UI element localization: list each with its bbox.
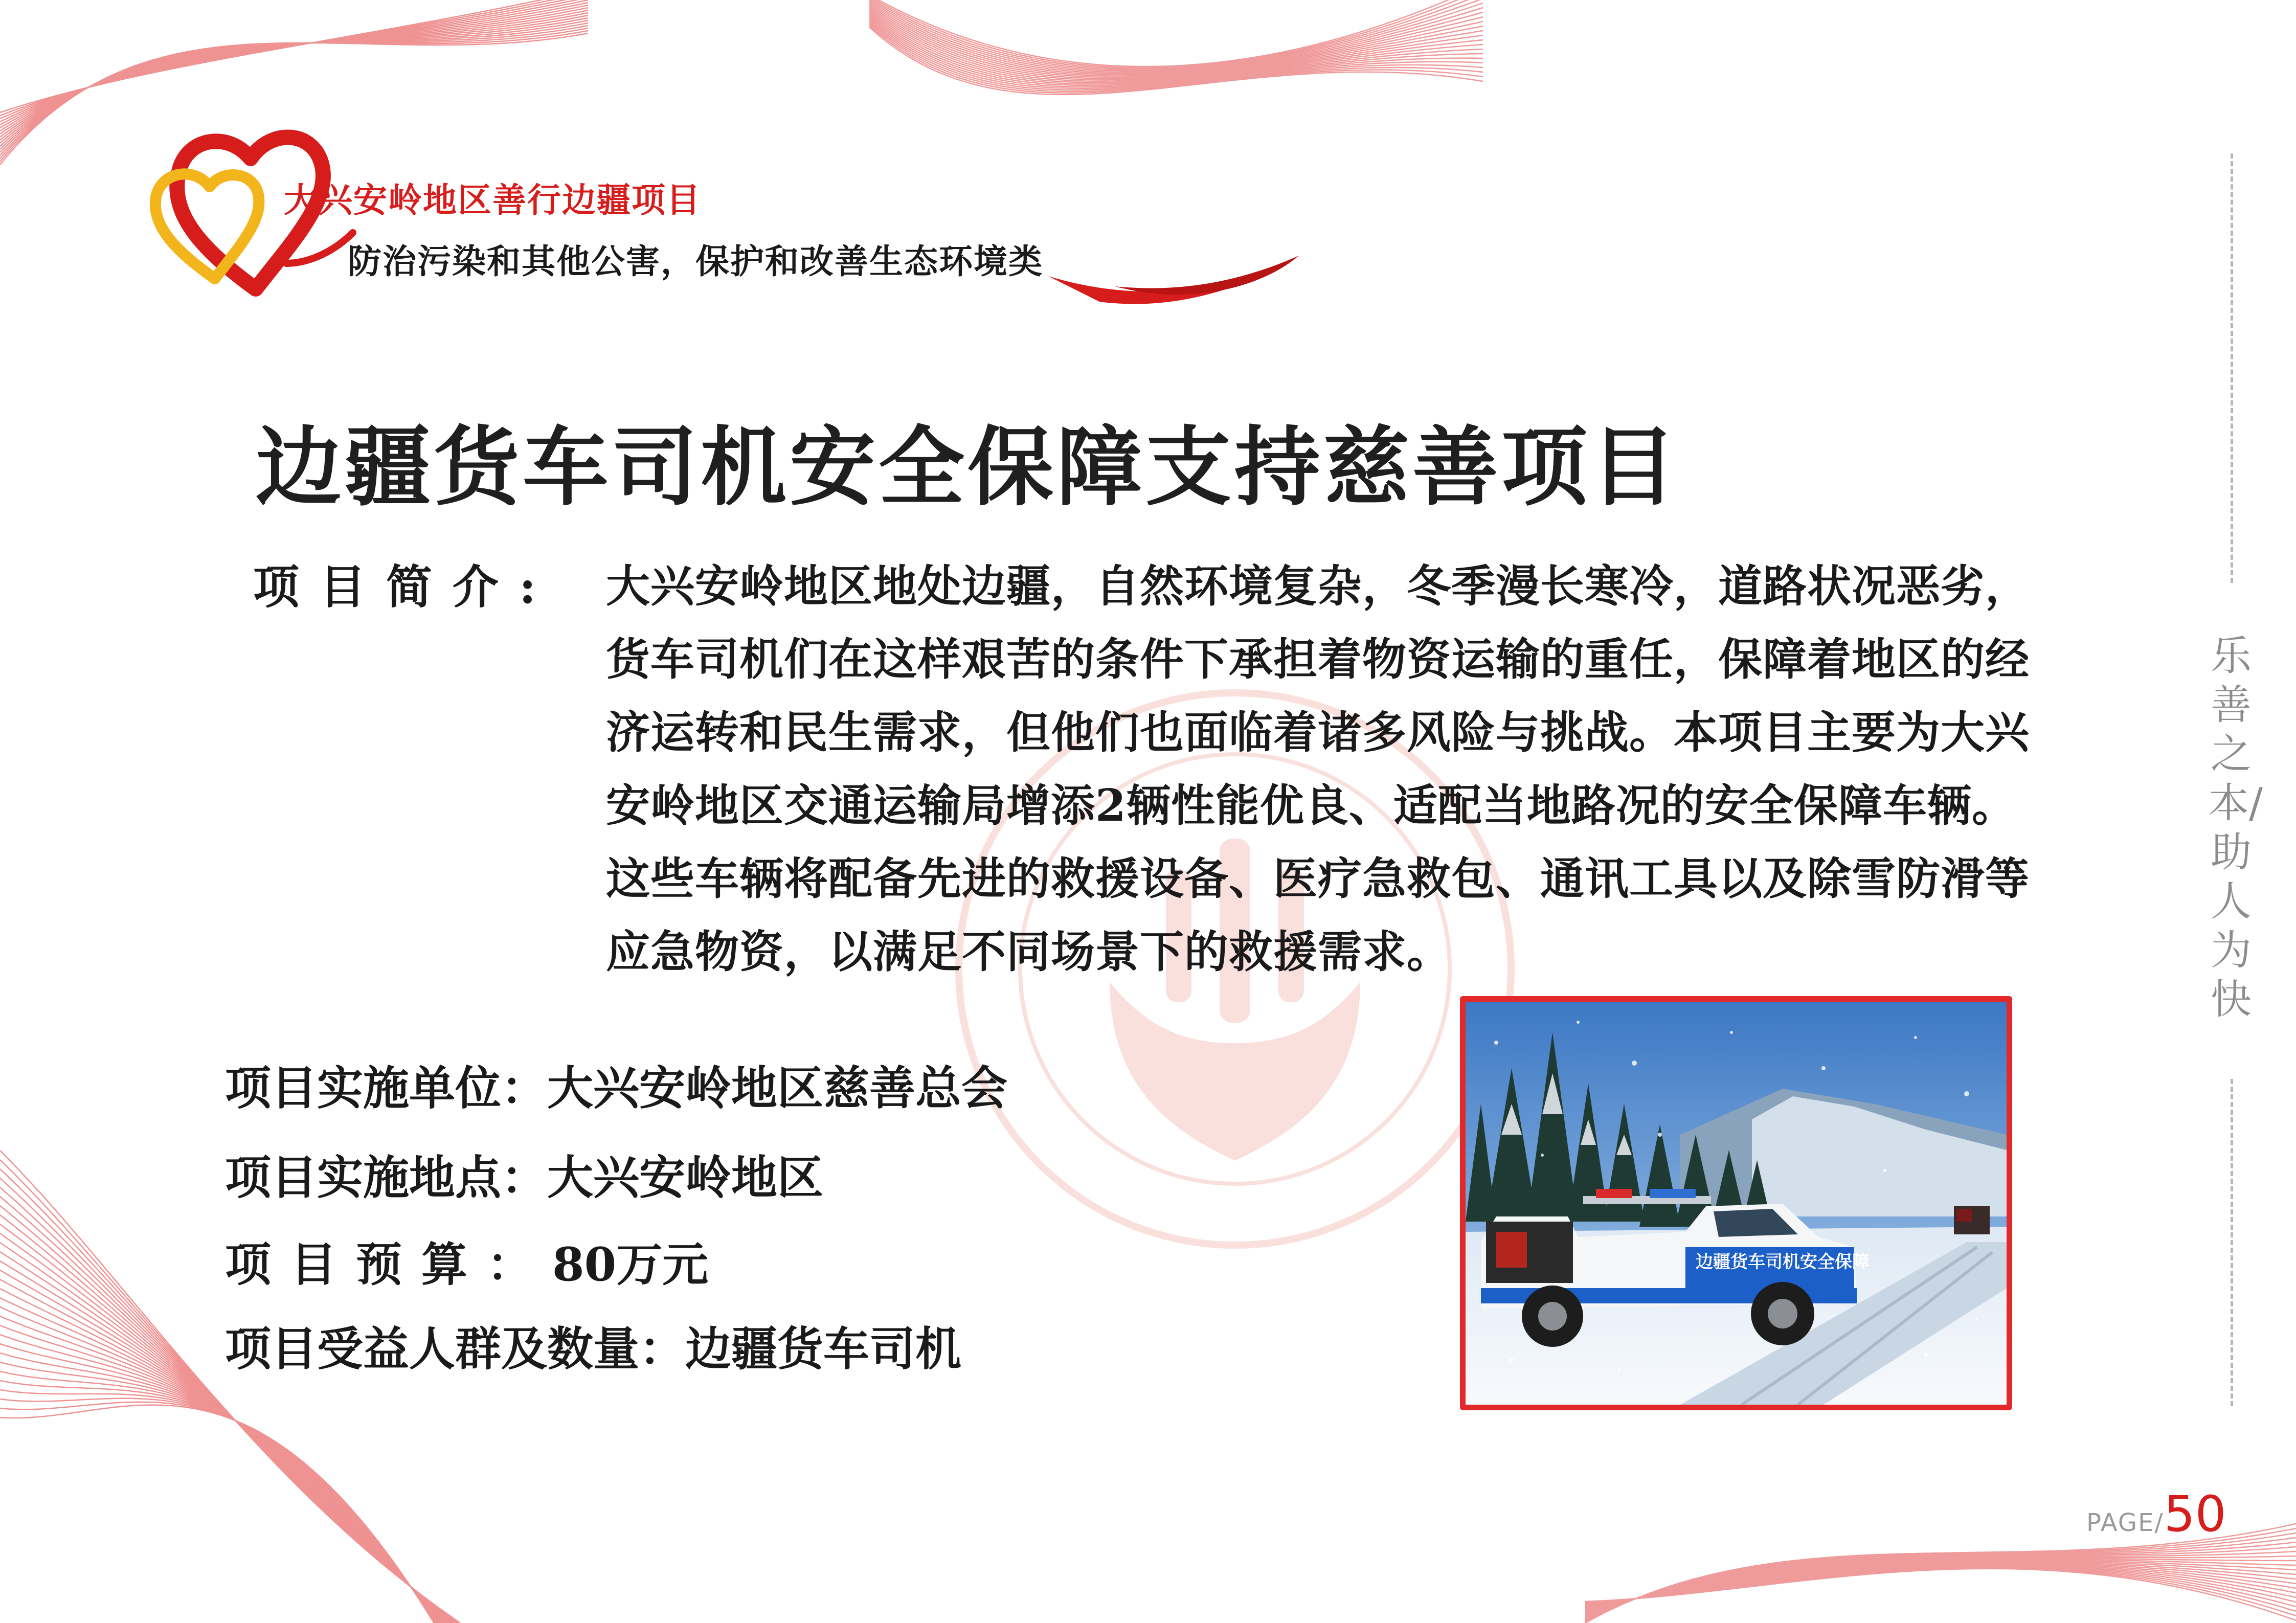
wave-line xyxy=(0,1402,460,1623)
wave-line xyxy=(0,1390,460,1623)
side-slogan: 乐善之本/助人为快 xyxy=(2208,632,2263,1023)
wave-line xyxy=(1585,1533,2296,1621)
info-row-organizer xyxy=(225,1051,1007,1117)
header-subtitle: 防治污染和其他公害，保护和改善生态环境类 xyxy=(348,242,1043,281)
wave-line xyxy=(0,1151,460,1623)
side-dashed-line-top xyxy=(2231,153,2233,583)
wave-line xyxy=(0,0,588,116)
info-label: 项目预算： xyxy=(225,1237,552,1292)
wave-line xyxy=(0,1405,460,1623)
wave-line xyxy=(0,1252,460,1623)
intro-text: 大兴安岭地区地处边疆，自然环境复杂，冬季漫长寒冷，道路状况恶劣，货车司机们在这样艰苦的条件下承担着物资运输的重任，保障着地区的经济运转和民生需求，但他们也面临着诸多风险与挑战。本项目主要为大兴安岭地区交通运输局增添2辆性能优良、适配当地路况的安全保障车辆。这些车辆将配备先进的救援设备、医疗急救包、通讯工具以及除雪防滑等应急物资，以满足不同场景下的救援需求。 xyxy=(606,560,2030,978)
snowy-road-truck-image xyxy=(1466,1002,2007,1405)
wave-line xyxy=(0,1371,460,1623)
ribbon-swoosh xyxy=(1048,258,1294,304)
page-title: 边疆货车司机安全保障支持慈善项目 xyxy=(256,417,1679,517)
vehicle-photo xyxy=(1460,996,2012,1410)
header-title: 大兴安岭地区善行边疆项目 xyxy=(284,181,701,220)
info-value: 大兴安岭地区 xyxy=(547,1151,823,1205)
info-row-budget xyxy=(225,1227,708,1294)
info-value: 大兴安岭地区慈善总会 xyxy=(547,1061,1007,1115)
page-number xyxy=(2086,1485,2226,1543)
wave-line xyxy=(0,1362,460,1623)
info-label: 项目实施单位： xyxy=(225,1061,547,1115)
wave-lines-bottom-left xyxy=(0,1151,460,1623)
vehicle-label: 边疆货车司机安全保障 xyxy=(1696,1252,1870,1272)
wave-lines-top-right xyxy=(869,0,1483,95)
info-row-beneficiaries xyxy=(225,1312,961,1378)
page-prefix: PAGE/ xyxy=(2086,1508,2164,1537)
wave-line xyxy=(0,3,588,128)
info-label: 项目实施地点： xyxy=(225,1151,547,1205)
intro-label: 项目简介: xyxy=(253,560,557,614)
info-row-location xyxy=(225,1140,823,1207)
info-value: 80万元 xyxy=(552,1237,709,1292)
page-number-value: 50 xyxy=(2164,1485,2226,1543)
wave-line xyxy=(0,1344,460,1623)
wave-line xyxy=(0,0,588,119)
side-dashed-line-bottom xyxy=(2231,1079,2233,1406)
wave-line xyxy=(0,1399,460,1623)
info-value: 边疆货车司机 xyxy=(685,1322,961,1376)
info-label: 项目受益人群及数量： xyxy=(225,1322,685,1376)
